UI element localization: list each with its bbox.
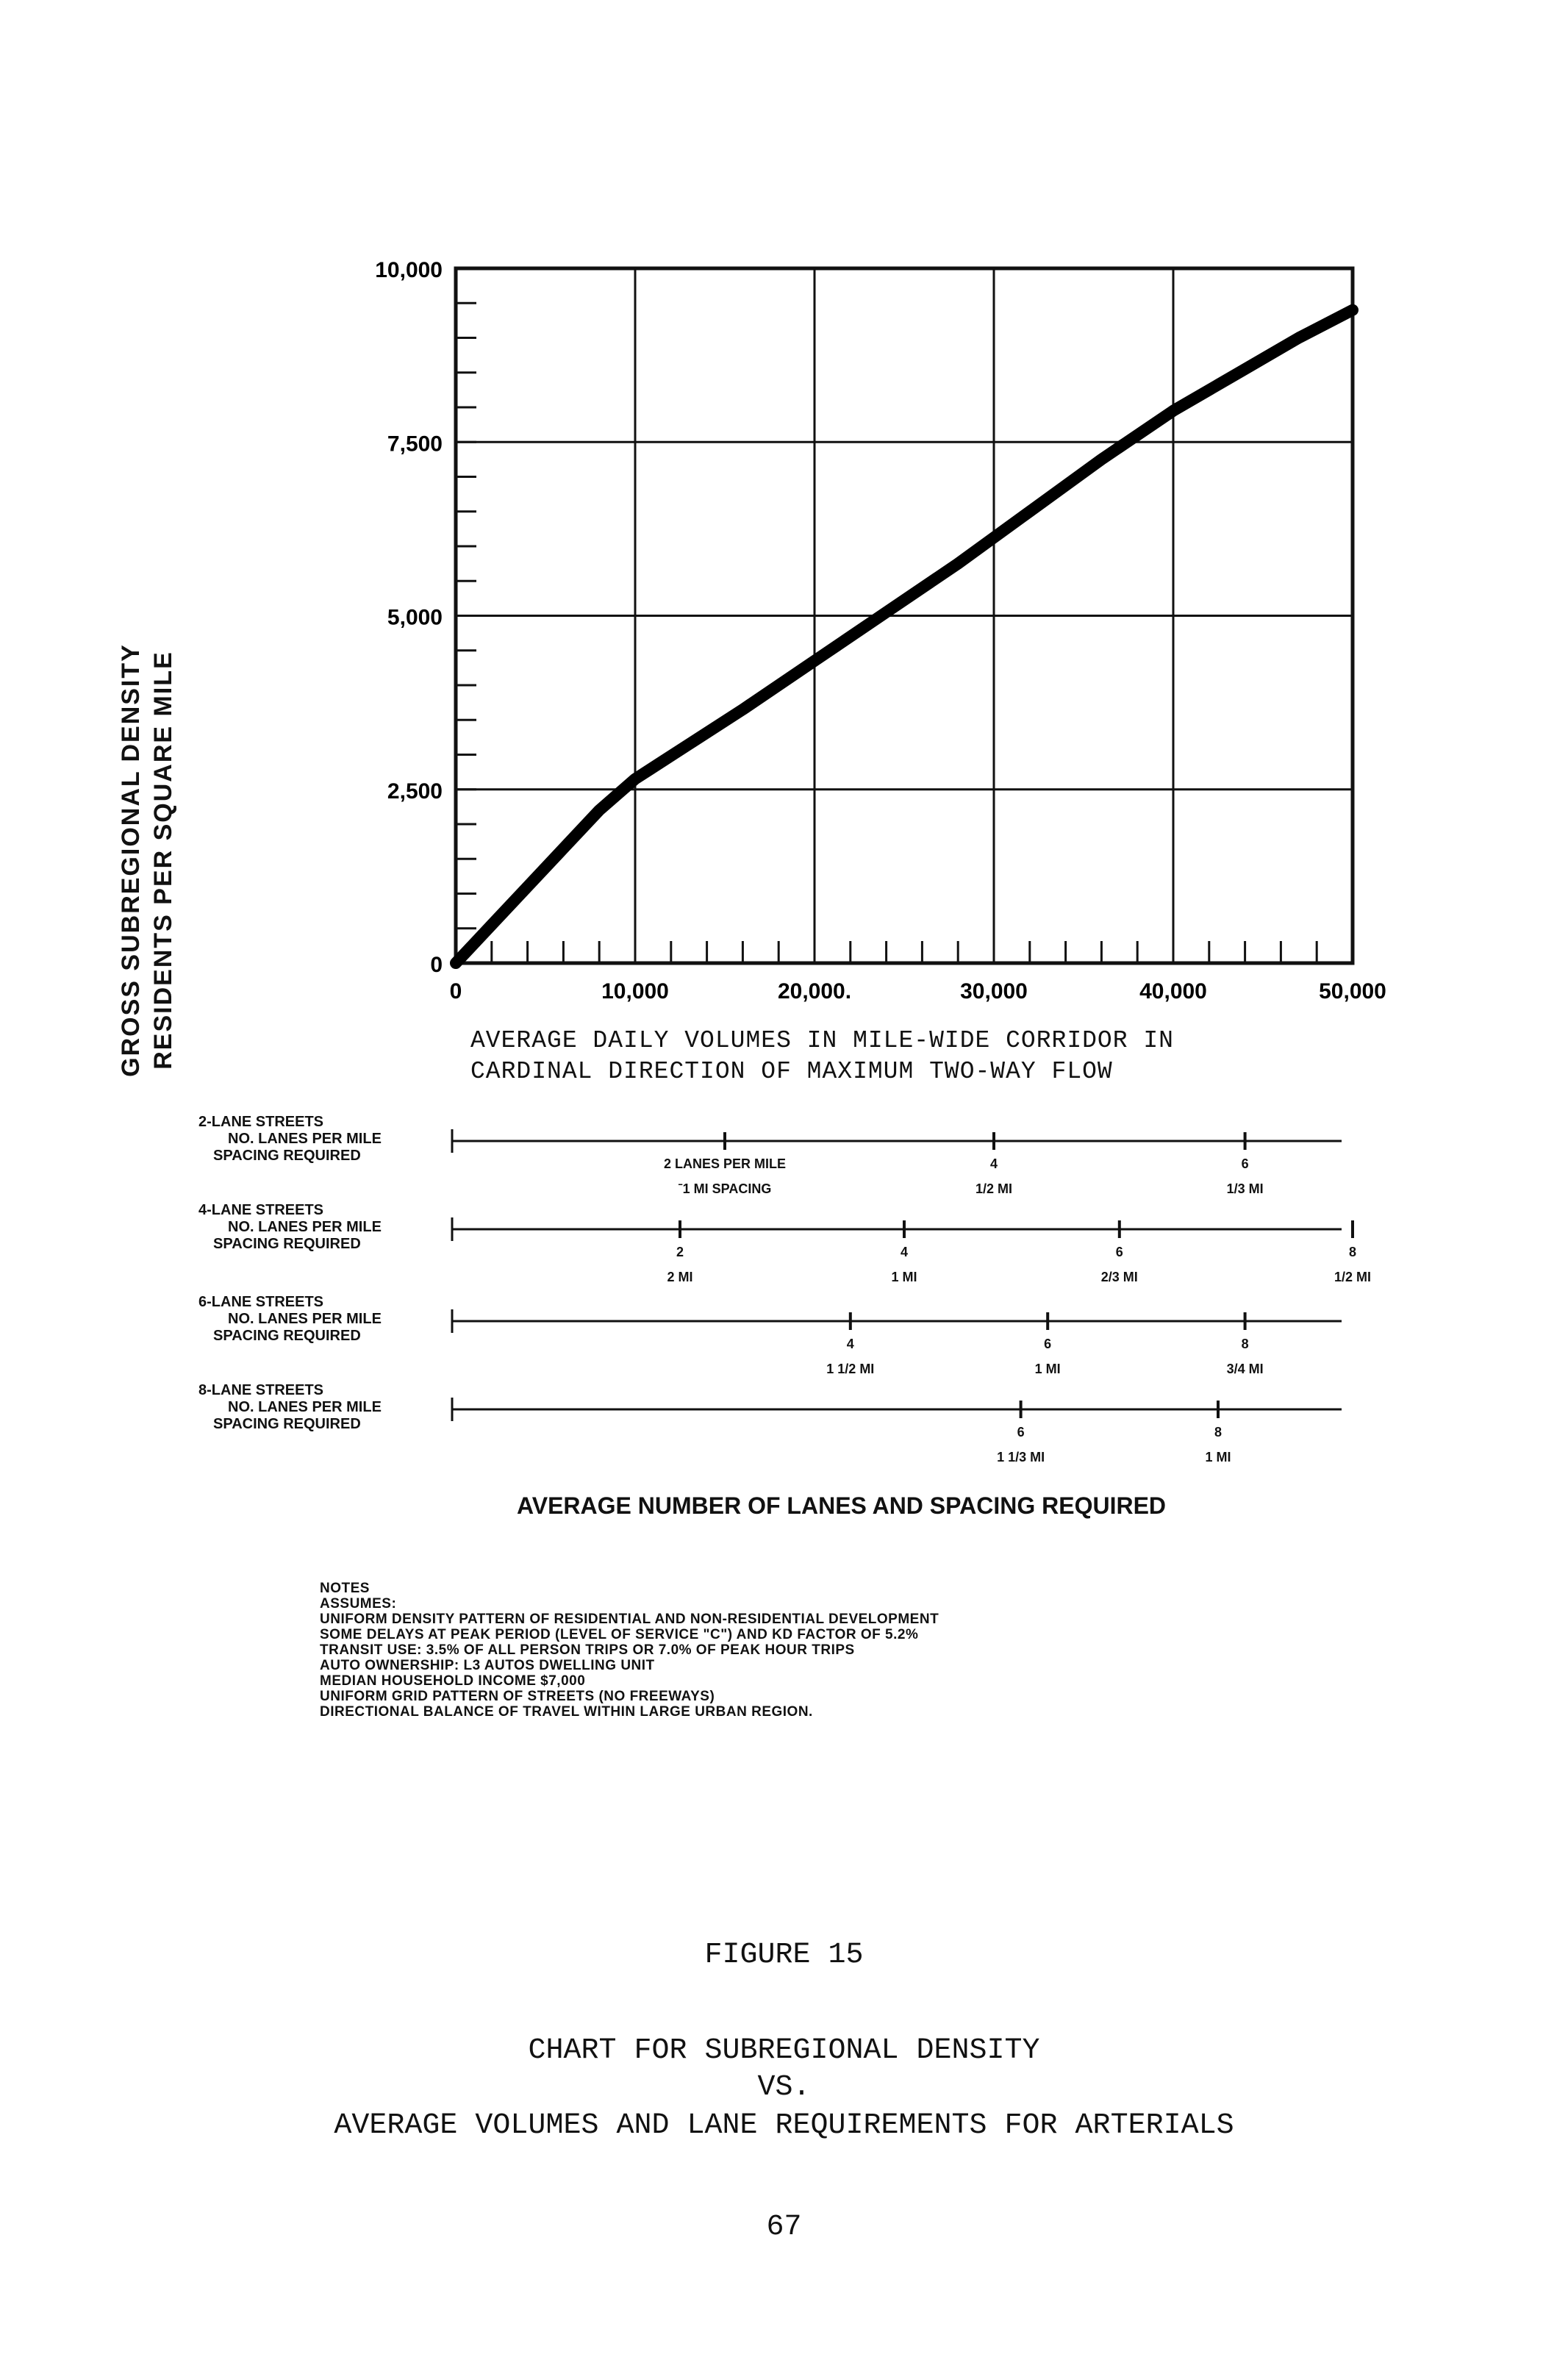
lane-mark-spacing: 1 MI — [1205, 1450, 1231, 1464]
lane-mark-lanes: 4 — [989, 1156, 998, 1171]
y-tick-label: 0 — [430, 953, 443, 977]
lane-mark-lanes: 8 — [1348, 1245, 1356, 1259]
x-tick-label: 10,000 — [601, 979, 669, 1004]
lane-mark-spacing: 1 1/2 MI — [826, 1362, 875, 1376]
lane-mark-lanes: 6 — [1115, 1245, 1123, 1259]
lane-row-header-line: SPACING REQUIRED — [213, 1148, 361, 1164]
lane-mark-spacing: 2 MI — [667, 1270, 693, 1284]
lane-row-header — [198, 1114, 382, 1165]
notes-line: DIRECTIONAL BALANCE OF TRAVEL WITHIN LARGE URBAN REGION. — [320, 1704, 813, 1720]
notes-line: AUTO OWNERSHIP: L3 AUTOS DWELLING UNIT — [320, 1658, 655, 1673]
lane-mark-lanes: 8 — [1241, 1337, 1249, 1351]
lane-row-header-line: 8-LANE STREETS — [198, 1382, 324, 1398]
lane-mark-label — [906, 1156, 1082, 1197]
y-tick-label: 5,000 — [387, 605, 443, 630]
lane-mark-spacing: 1 MI — [1034, 1362, 1061, 1376]
lane-row-header-line: NO. LANES PER MILE — [228, 1219, 382, 1235]
lane-mark-lanes: 4 — [900, 1245, 908, 1259]
lane-mark-spacing: 1/2 MI — [975, 1181, 1013, 1196]
notes-line: MEDIAN HOUSEHOLD INCOME $7,000 — [320, 1673, 586, 1689]
lane-mark-label — [959, 1336, 1136, 1377]
notes-block — [320, 1581, 939, 1720]
lane-row-header — [198, 1202, 382, 1253]
notes-line: UNIFORM GRID PATTERN OF STREETS (NO FREEWAYS) — [320, 1689, 715, 1704]
x-tick-label: 0 — [449, 979, 462, 1004]
lane-mark-label — [933, 1424, 1109, 1465]
lane-mark-lanes: 2 LANES PER MILE — [663, 1156, 787, 1171]
lane-mark-lanes: 6 — [1017, 1425, 1025, 1439]
lane-mark-label — [762, 1336, 939, 1377]
lane-row-header-line: NO. LANES PER MILE — [228, 1399, 382, 1415]
lane-mark-lanes: 6 — [1241, 1156, 1249, 1171]
lane-mark-label — [592, 1244, 768, 1285]
lane-mark-label — [1031, 1244, 1208, 1285]
caption-line-3: AVERAGE VOLUMES AND LANE REQUIREMENTS FOR ARTERIALS — [334, 2109, 1234, 2142]
lane-row-header-line: SPACING REQUIRED — [213, 1236, 361, 1252]
lane-mark-lanes: 4 — [846, 1337, 854, 1351]
notes-line: NOTES — [320, 1581, 370, 1596]
x-tick-label: 30,000 — [960, 979, 1028, 1004]
lane-mark-spacing: 3/4 MI — [1226, 1362, 1264, 1376]
lane-row-header-line: 4-LANE STREETS — [198, 1202, 324, 1218]
lane-mark-label — [816, 1244, 992, 1285]
lane-mark-lanes: 8 — [1214, 1425, 1222, 1439]
lane-row-header-line: NO. LANES PER MILE — [228, 1311, 382, 1327]
y-axis-label-line-2: RESIDENTS PER SQUARE MILE — [149, 651, 177, 1070]
caption-line-2: VS. — [757, 2071, 811, 2104]
lane-row-header-line: SPACING REQUIRED — [213, 1416, 361, 1432]
lanes-title: AVERAGE NUMBER OF LANES AND SPACING REQUIRED — [517, 1492, 1167, 1519]
figure-number: FIGURE 15 — [704, 1939, 864, 1972]
lane-row-header — [198, 1382, 382, 1433]
x-tick-label: 50,000 — [1319, 979, 1386, 1004]
lane-row-header-line: NO. LANES PER MILE — [228, 1131, 382, 1147]
page-number: 67 — [766, 2211, 802, 2244]
x-tick-label: 20,000. — [777, 979, 852, 1004]
notes-line: TRANSIT USE: 3.5% OF ALL PERSON TRIPS OR 7.0% OF PEAK HOUR TRIPS — [320, 1642, 855, 1658]
lane-mark-spacing: 1/2 MI — [1333, 1270, 1372, 1284]
notes-line: ASSUMES: — [320, 1596, 397, 1612]
x-axis-title-line-1: AVERAGE DAILY VOLUMES IN MILE-WIDE CORRIDOR IN — [470, 1027, 1174, 1054]
y-tick-label: 7,500 — [387, 432, 443, 457]
notes-line: SOME DELAYS AT PEAK PERIOD (LEVEL OF SERVICE "C") AND KD FACTOR OF 5.2% — [320, 1627, 919, 1642]
lane-mark-label — [637, 1156, 813, 1197]
x-axis-title-line-2: CARDINAL DIRECTION OF MAXIMUM TWO-WAY FLOW — [470, 1058, 1113, 1085]
lane-mark-spacing: 2/3 MI — [1100, 1270, 1138, 1284]
lane-mark-label — [1157, 1336, 1333, 1377]
x-tick-label: 40,000 — [1139, 979, 1207, 1004]
lane-mark-lanes: 2 — [676, 1245, 684, 1259]
lane-mark-lanes: 6 — [1044, 1337, 1052, 1351]
lane-row-header-line: SPACING REQUIRED — [213, 1328, 361, 1344]
lane-mark-label — [1157, 1156, 1333, 1197]
lane-mark-label — [1130, 1424, 1306, 1465]
y-tick-label: 2,500 — [387, 779, 443, 804]
y-tick-label: 10,000 — [375, 258, 443, 282]
lane-row-header-line: 2-LANE STREETS — [198, 1114, 324, 1130]
y-axis-label-line-1: GROSS SUBREGIONAL DENSITY — [117, 643, 145, 1077]
lane-row-header-line: 6-LANE STREETS — [198, 1294, 324, 1310]
lane-row-header — [198, 1294, 382, 1345]
caption-line-1: CHART FOR SUBREGIONAL DENSITY — [528, 2034, 1040, 2067]
lane-mark-spacing: 1/3 MI — [1226, 1181, 1264, 1196]
lane-mark-label — [1264, 1244, 1441, 1285]
lane-mark-spacing: ˉ1 MI SPACING — [678, 1181, 772, 1196]
lane-mark-spacing: 1 1/3 MI — [997, 1450, 1045, 1464]
lane-mark-spacing: 1 MI — [891, 1270, 917, 1284]
notes-line: UNIFORM DENSITY PATTERN OF RESIDENTIAL AND NON-RESIDENTIAL DEVELOPMENT — [320, 1612, 939, 1627]
